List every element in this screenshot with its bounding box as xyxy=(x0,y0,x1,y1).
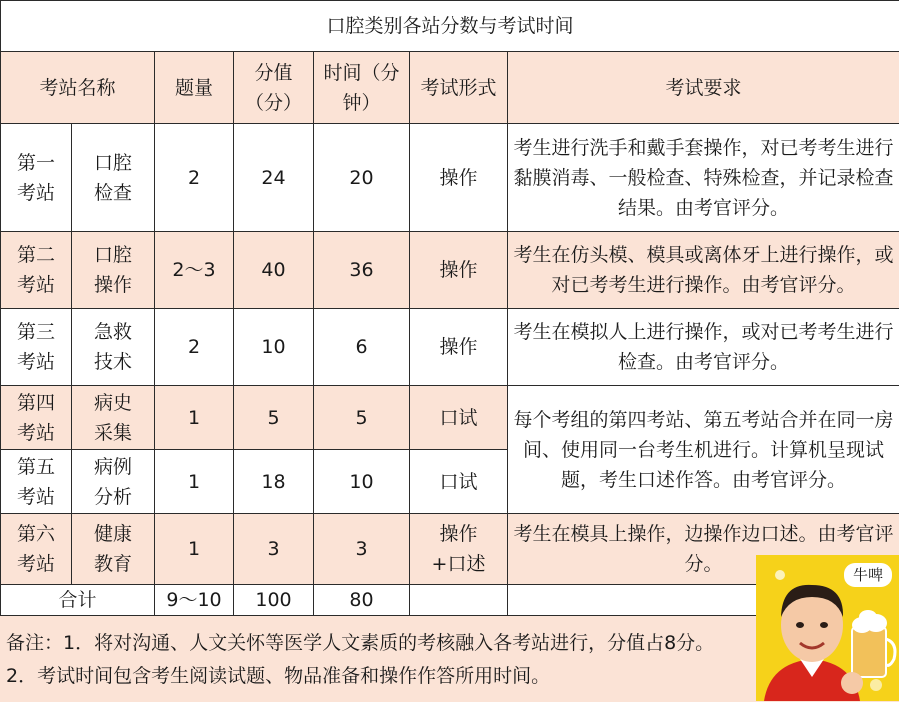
note-line-2: 2．考试时间包含考生阅读试题、物品准备和操作作答所用时间。 xyxy=(6,661,550,688)
station-name: 第五考站 xyxy=(1,450,72,514)
watermark-label: 牛啤 xyxy=(844,565,892,585)
exam-format: 操作 xyxy=(410,124,508,232)
exam-requirement: 考生进行洗手和戴手套操作，对已考考生进行黏膜消毒、一般检查、特殊检查，并记录检查结果。由考官评分。 xyxy=(508,124,899,232)
score-value: 3 xyxy=(234,514,314,585)
exam-requirement: 每个考组的第四考站、第五考站合并在同一房间、使用同一台考生机进行。计算机呈现试题，考生口述作答。由考官评分。 xyxy=(508,386,899,514)
station-subject: 健康教育 xyxy=(72,514,155,585)
total-score: 100 xyxy=(234,585,314,616)
score-value: 10 xyxy=(234,309,314,386)
exam-requirement: 考生在仿头模、模具或离体牙上进行操作，或对已考考生进行操作。由考官评分。 xyxy=(508,232,899,309)
exam-requirement: 考生在模拟人上进行操作，或对已考考生进行检查。由考官评分。 xyxy=(508,309,899,386)
total-label: 合计 xyxy=(1,585,155,616)
score-value: 18 xyxy=(234,450,314,514)
header-format: 考试形式 xyxy=(410,52,508,124)
question-count: 1 xyxy=(155,450,234,514)
exam-format: 口试 xyxy=(410,386,508,450)
watermark-avatar xyxy=(756,555,899,701)
total-time: 80 xyxy=(314,585,410,616)
exam-format: 口试 xyxy=(410,450,508,514)
table-row xyxy=(1,124,899,232)
exam-format: 操作 xyxy=(410,232,508,309)
station-name: 第四考站 xyxy=(1,386,72,450)
time-value: 3 xyxy=(314,514,410,585)
time-value: 36 xyxy=(314,232,410,309)
station-name: 第一考站 xyxy=(1,124,72,232)
header-count: 题量 xyxy=(155,52,234,124)
exam-format: 操作+口述 xyxy=(410,514,508,585)
station-subject: 急救技术 xyxy=(72,309,155,386)
time-value: 5 xyxy=(314,386,410,450)
header-station: 考站名称 xyxy=(1,52,155,124)
header-requirement: 考试要求 xyxy=(508,52,899,124)
header-time: 时间（分钟） xyxy=(314,52,410,124)
station-subject: 口腔检查 xyxy=(72,124,155,232)
question-count: 1 xyxy=(155,514,234,585)
question-count: 2 xyxy=(155,124,234,232)
question-count: 2 xyxy=(155,309,234,386)
station-name: 第二考站 xyxy=(1,232,72,309)
station-name: 第六考站 xyxy=(1,514,72,585)
exam-requirement: 考生在模具上操作，边操作边口述。由考官评分。 xyxy=(508,514,899,585)
station-subject: 口腔操作 xyxy=(72,232,155,309)
station-name: 第三考站 xyxy=(1,309,72,386)
table-row xyxy=(1,232,899,309)
station-subject: 病史采集 xyxy=(72,386,155,450)
exam-format: 操作 xyxy=(410,309,508,386)
time-value: 10 xyxy=(314,450,410,514)
score-value: 40 xyxy=(234,232,314,309)
question-count: 1 xyxy=(155,386,234,450)
total-count: 9～10 xyxy=(155,585,234,616)
time-value: 6 xyxy=(314,309,410,386)
header-score: 分值（分） xyxy=(234,52,314,124)
table-title: 口腔类别各站分数与考试时间 xyxy=(1,1,899,52)
table-row xyxy=(1,309,899,386)
total-format-empty xyxy=(410,585,508,616)
note-line-1: 备注：1．将对沟通、人文关怀等医学人文素质的考核融入各考站进行，分值占8分。 xyxy=(6,628,714,655)
score-value: 24 xyxy=(234,124,314,232)
score-value: 5 xyxy=(234,386,314,450)
table-row xyxy=(1,386,899,450)
time-value: 20 xyxy=(314,124,410,232)
question-count: 2～3 xyxy=(155,232,234,309)
station-subject: 病例分析 xyxy=(72,450,155,514)
